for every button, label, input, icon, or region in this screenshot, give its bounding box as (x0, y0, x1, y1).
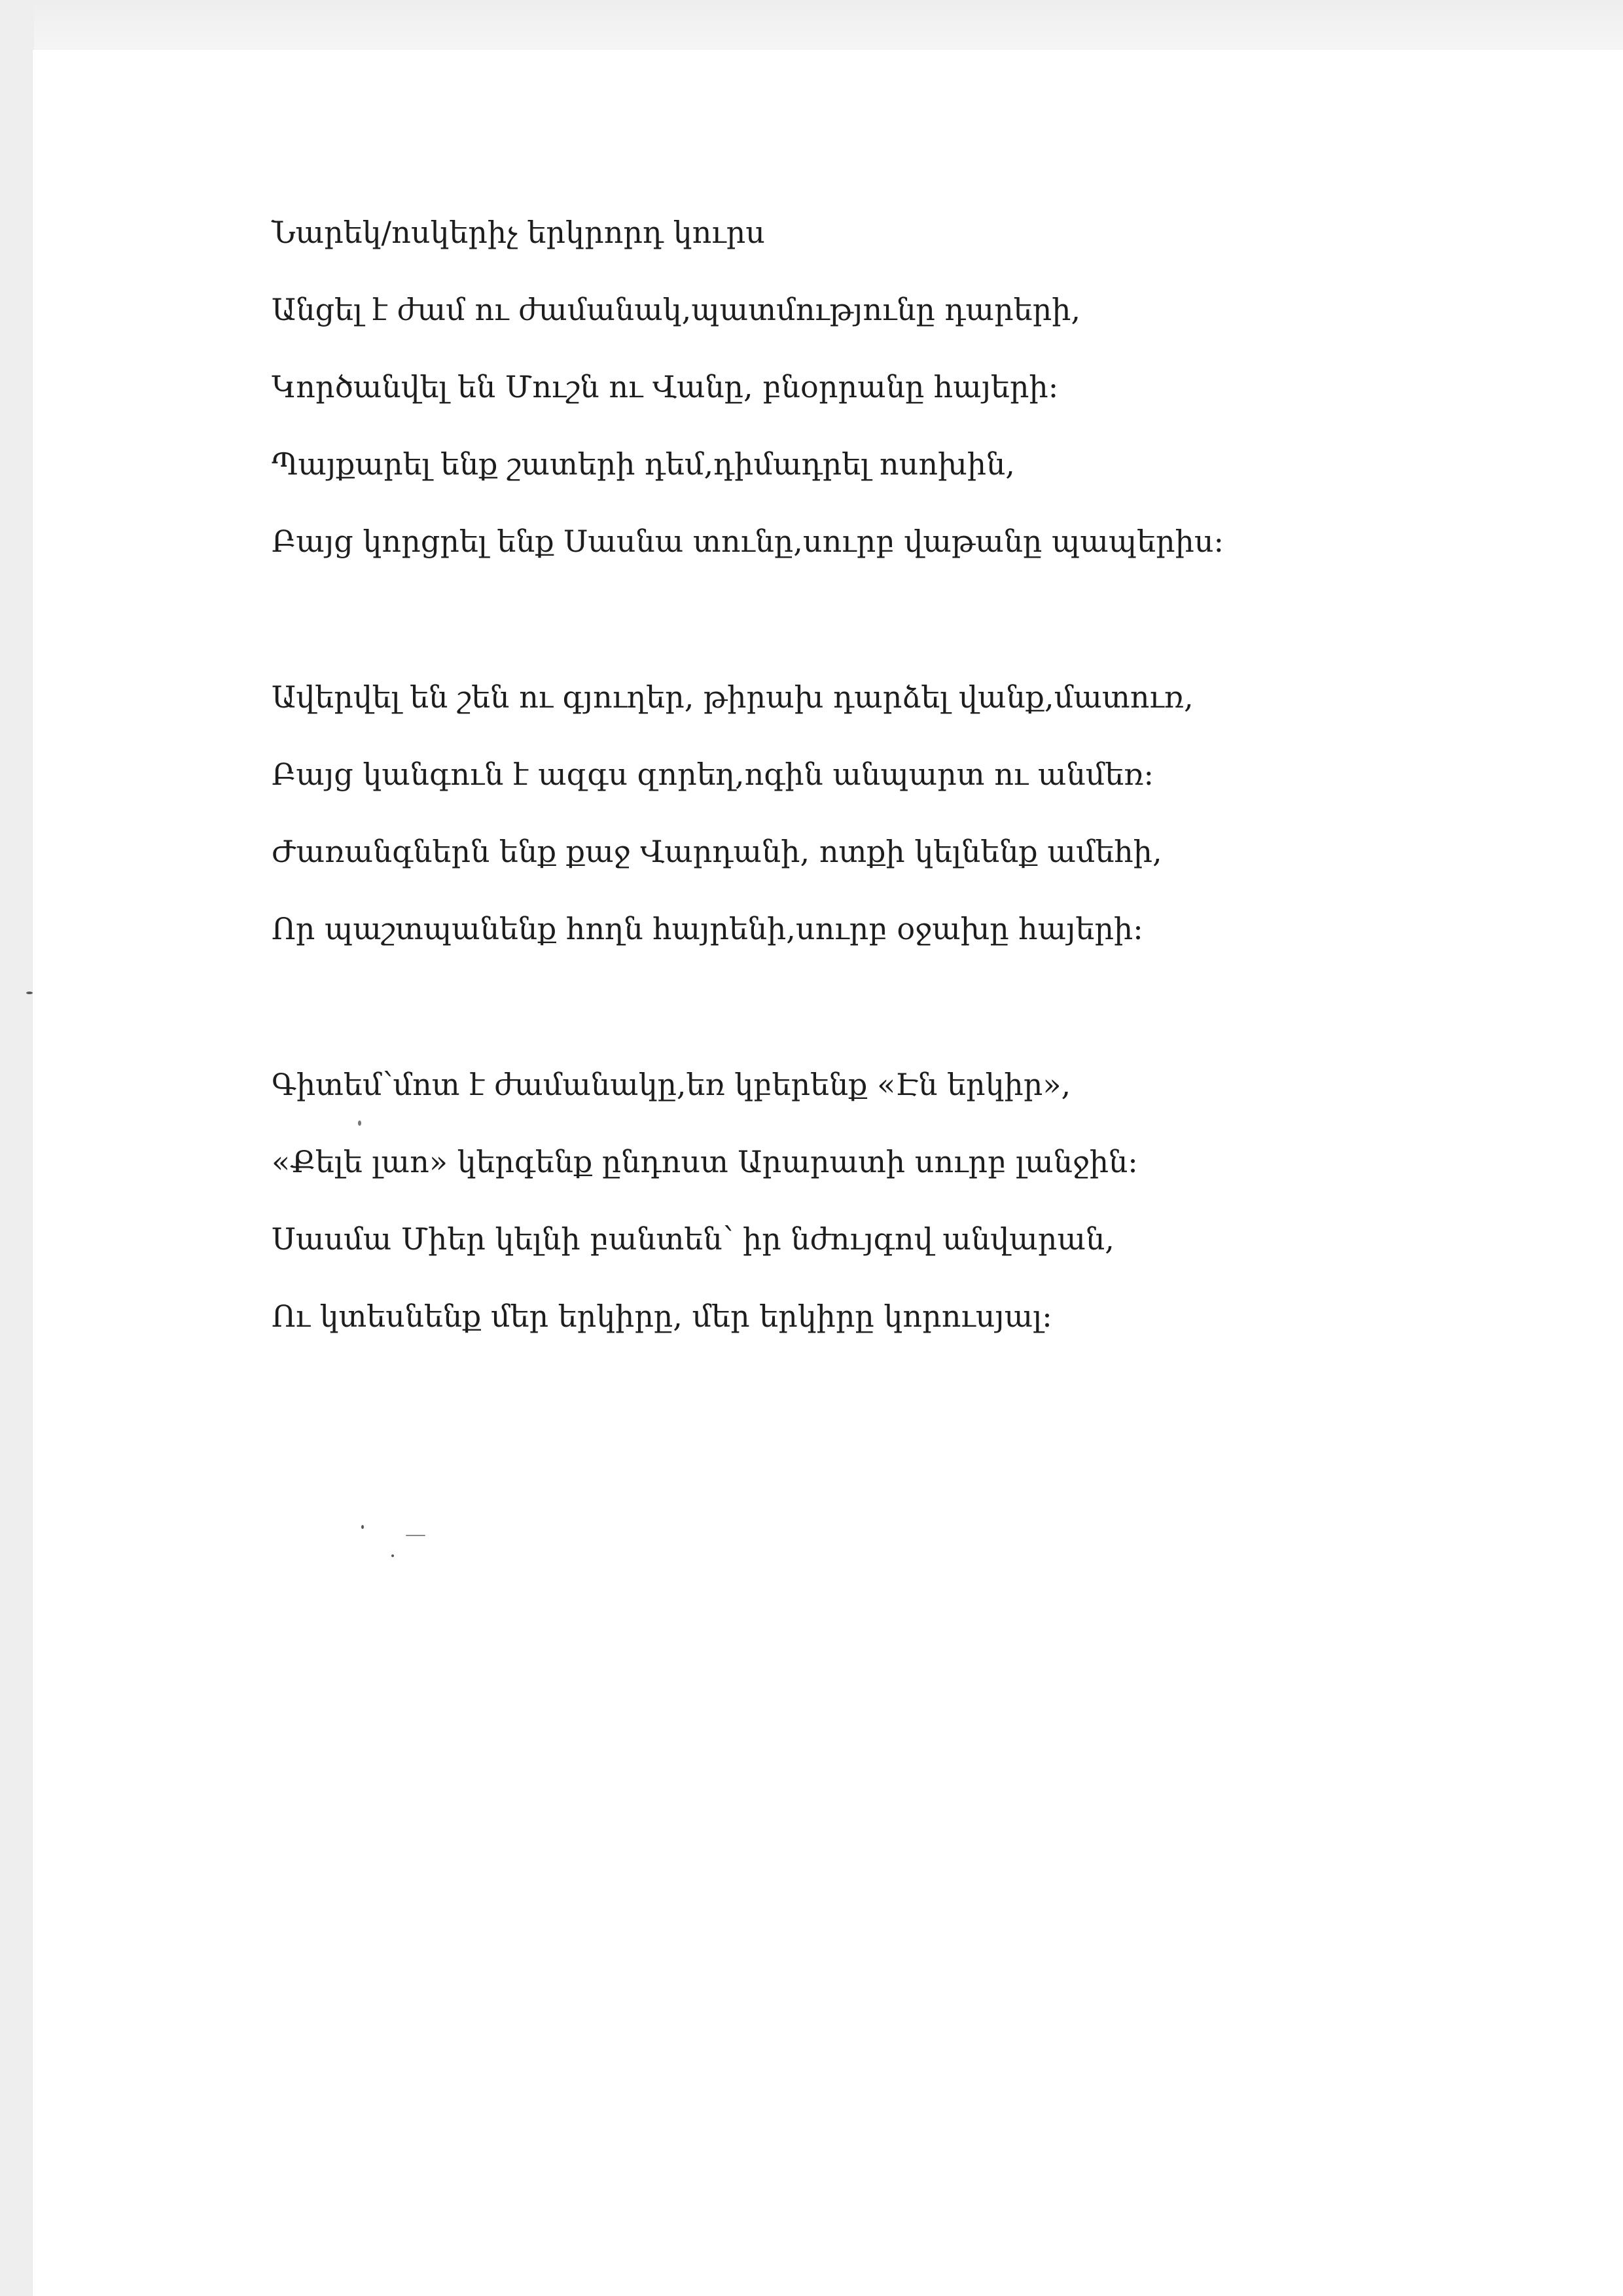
scan-speck (406, 1535, 425, 1536)
stanza-3 (272, 1062, 1515, 1371)
poem (272, 209, 1515, 1371)
poem-line: Սասմա Միեր կելնի բանտեն՝ իր նժույգով անվարան, (272, 1221, 1115, 1257)
scan-speck (358, 1121, 361, 1126)
poem-line: Ավերվել են շեն ու գյուղեր, թիրախ դարձել վանք,մատուռ, (272, 679, 1194, 715)
poem-line: Ժառանգներն ենք քաջ Վարդանի, ոտքի կելնենք ամեհի, (272, 834, 1162, 869)
poem-line: Բայց կանգուն է ազգս զորեղ,ոգին անպարտ ու անմեռ: (272, 757, 1154, 792)
scan-left-margin (0, 0, 34, 2296)
poem-line: Գիտեմ՝մոտ է ժամանակը,եռ կբերենք «Էն երկիր», (272, 1067, 1071, 1102)
document-title: Նարեկ/ոսկերիչ երկրորդ կուրս (272, 215, 765, 250)
scan-top-margin (0, 0, 1623, 52)
poem-line: Որ պաշտպանենք հողն հայրենի,սուրբ օջախը հայերի: (272, 911, 1143, 946)
scan-speck (391, 1554, 394, 1557)
stanza-gap (272, 983, 1515, 1062)
stanza-2 (272, 674, 1515, 983)
stanza-gap (272, 596, 1515, 674)
poem-line: Պայքարել ենք շատերի դեմ,դիմադրել ոսոխին, (272, 446, 1015, 482)
poem-line: «Քելե լաո» կերգենք ընդոստ Արարատի սուրբ լանջին: (272, 1144, 1138, 1179)
scan-speck (361, 1525, 364, 1529)
poem-line: Կործանվել են Մուշն ու Վանը, բնօրրանը հայերի: (272, 369, 1059, 404)
poem-line: Ու կտեսնենք մեր երկիրը, մեր երկիրը կորուսյալ: (272, 1299, 1052, 1334)
poem-line: Բայց կորցրել ենք Սասնա տունը,սուրբ վաթանը պապերիս: (272, 524, 1224, 559)
poem-line: Անցել է ժամ ու ժամանակ,պատմությունը դարերի, (272, 292, 1081, 327)
scan-speck (26, 992, 33, 994)
stanza-1 (272, 287, 1515, 596)
